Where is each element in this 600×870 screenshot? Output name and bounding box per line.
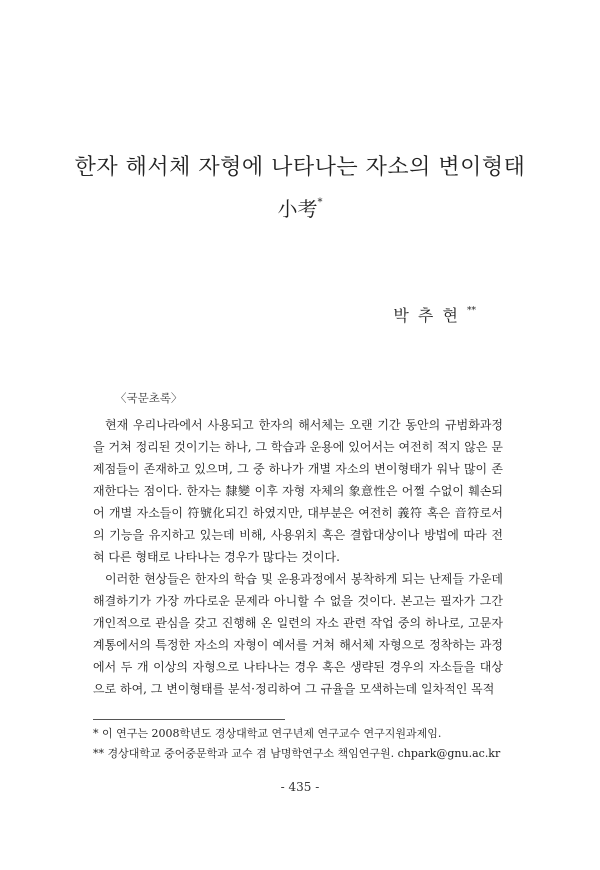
abstract-label: 〈국문초록〉	[115, 391, 183, 405]
footnote-1: * 이 연구는 2008학년도 경상대학교 연구년제 연구교수 연구지원과제임.	[93, 727, 442, 740]
abstract-paragraph-1: 현재 우리나라에서 사용되고 한자의 해서체는 오랜 기간 동안의 규범화과정을 거쳐 정리된 것이기는 하나, 그 학습과 운용에 있어서는 여전히 적지 않은 문제점들이 존재하고 있으며, 그 중 하나가 개별 자소의 변이형태가 워낙 많이 존재한다는 점이다. 한자는 隸變 이후 자형 자체의 象意性은 어쩔 수없이 훼손되어 개별 자소들이 符號化되긴 하였지만, 대부분은 여전히 義符 혹은 音符로서의 기능을 유지하고 있는데 비해, 사용위치 혹은 결합대상이나 방법에 따라 전혀 다른 형태로 나타나는 경우가 많다는 것이다.	[93, 418, 503, 564]
footnotes	[93, 724, 513, 764]
footnote-divider	[93, 719, 285, 720]
subtitle-footnote-mark: *	[317, 197, 323, 209]
author-name	[393, 303, 476, 326]
abstract-paragraph-2: 이러한 현상들은 한자의 학습 및 운용과정에서 봉착하게 되는 난제들 가운데 해결하기가 가장 까다로운 문제라 아니할 수 없을 것이다. 본고는 필자가 그간 개인적으로 관심을 갖고 진행해 온 일련의 자소 관련 작업 중의 하나로, 고문자 계통에서의 특정한 자소의 자형이 예서를 거쳐 해서체 자형으로 정착하는 과정에서 두 개 이상의 자형으로 나타나는 경우 혹은 생략된 경우의 자소들을 대상으로 하여, 그 변이형태를 분석·정리하여 그 규율을 모색하는데 일차적인 목적	[93, 572, 503, 696]
page-number: - 435 -	[280, 780, 320, 794]
footnote-2: ** 경상대학교 중어중문학과 교수 겸 남명학연구소 책임연구원. chpark@gnu.ac.kr	[93, 747, 501, 760]
paper-title: 한자 해서체 자형에 나타나는 자소의 변이형태	[74, 155, 526, 180]
author-text: 박 추 현	[393, 306, 460, 325]
author-footnote-mark: **	[467, 305, 476, 316]
paper-subtitle	[0, 193, 600, 222]
abstract-body	[93, 414, 503, 700]
subtitle-text: 小考	[277, 197, 318, 221]
